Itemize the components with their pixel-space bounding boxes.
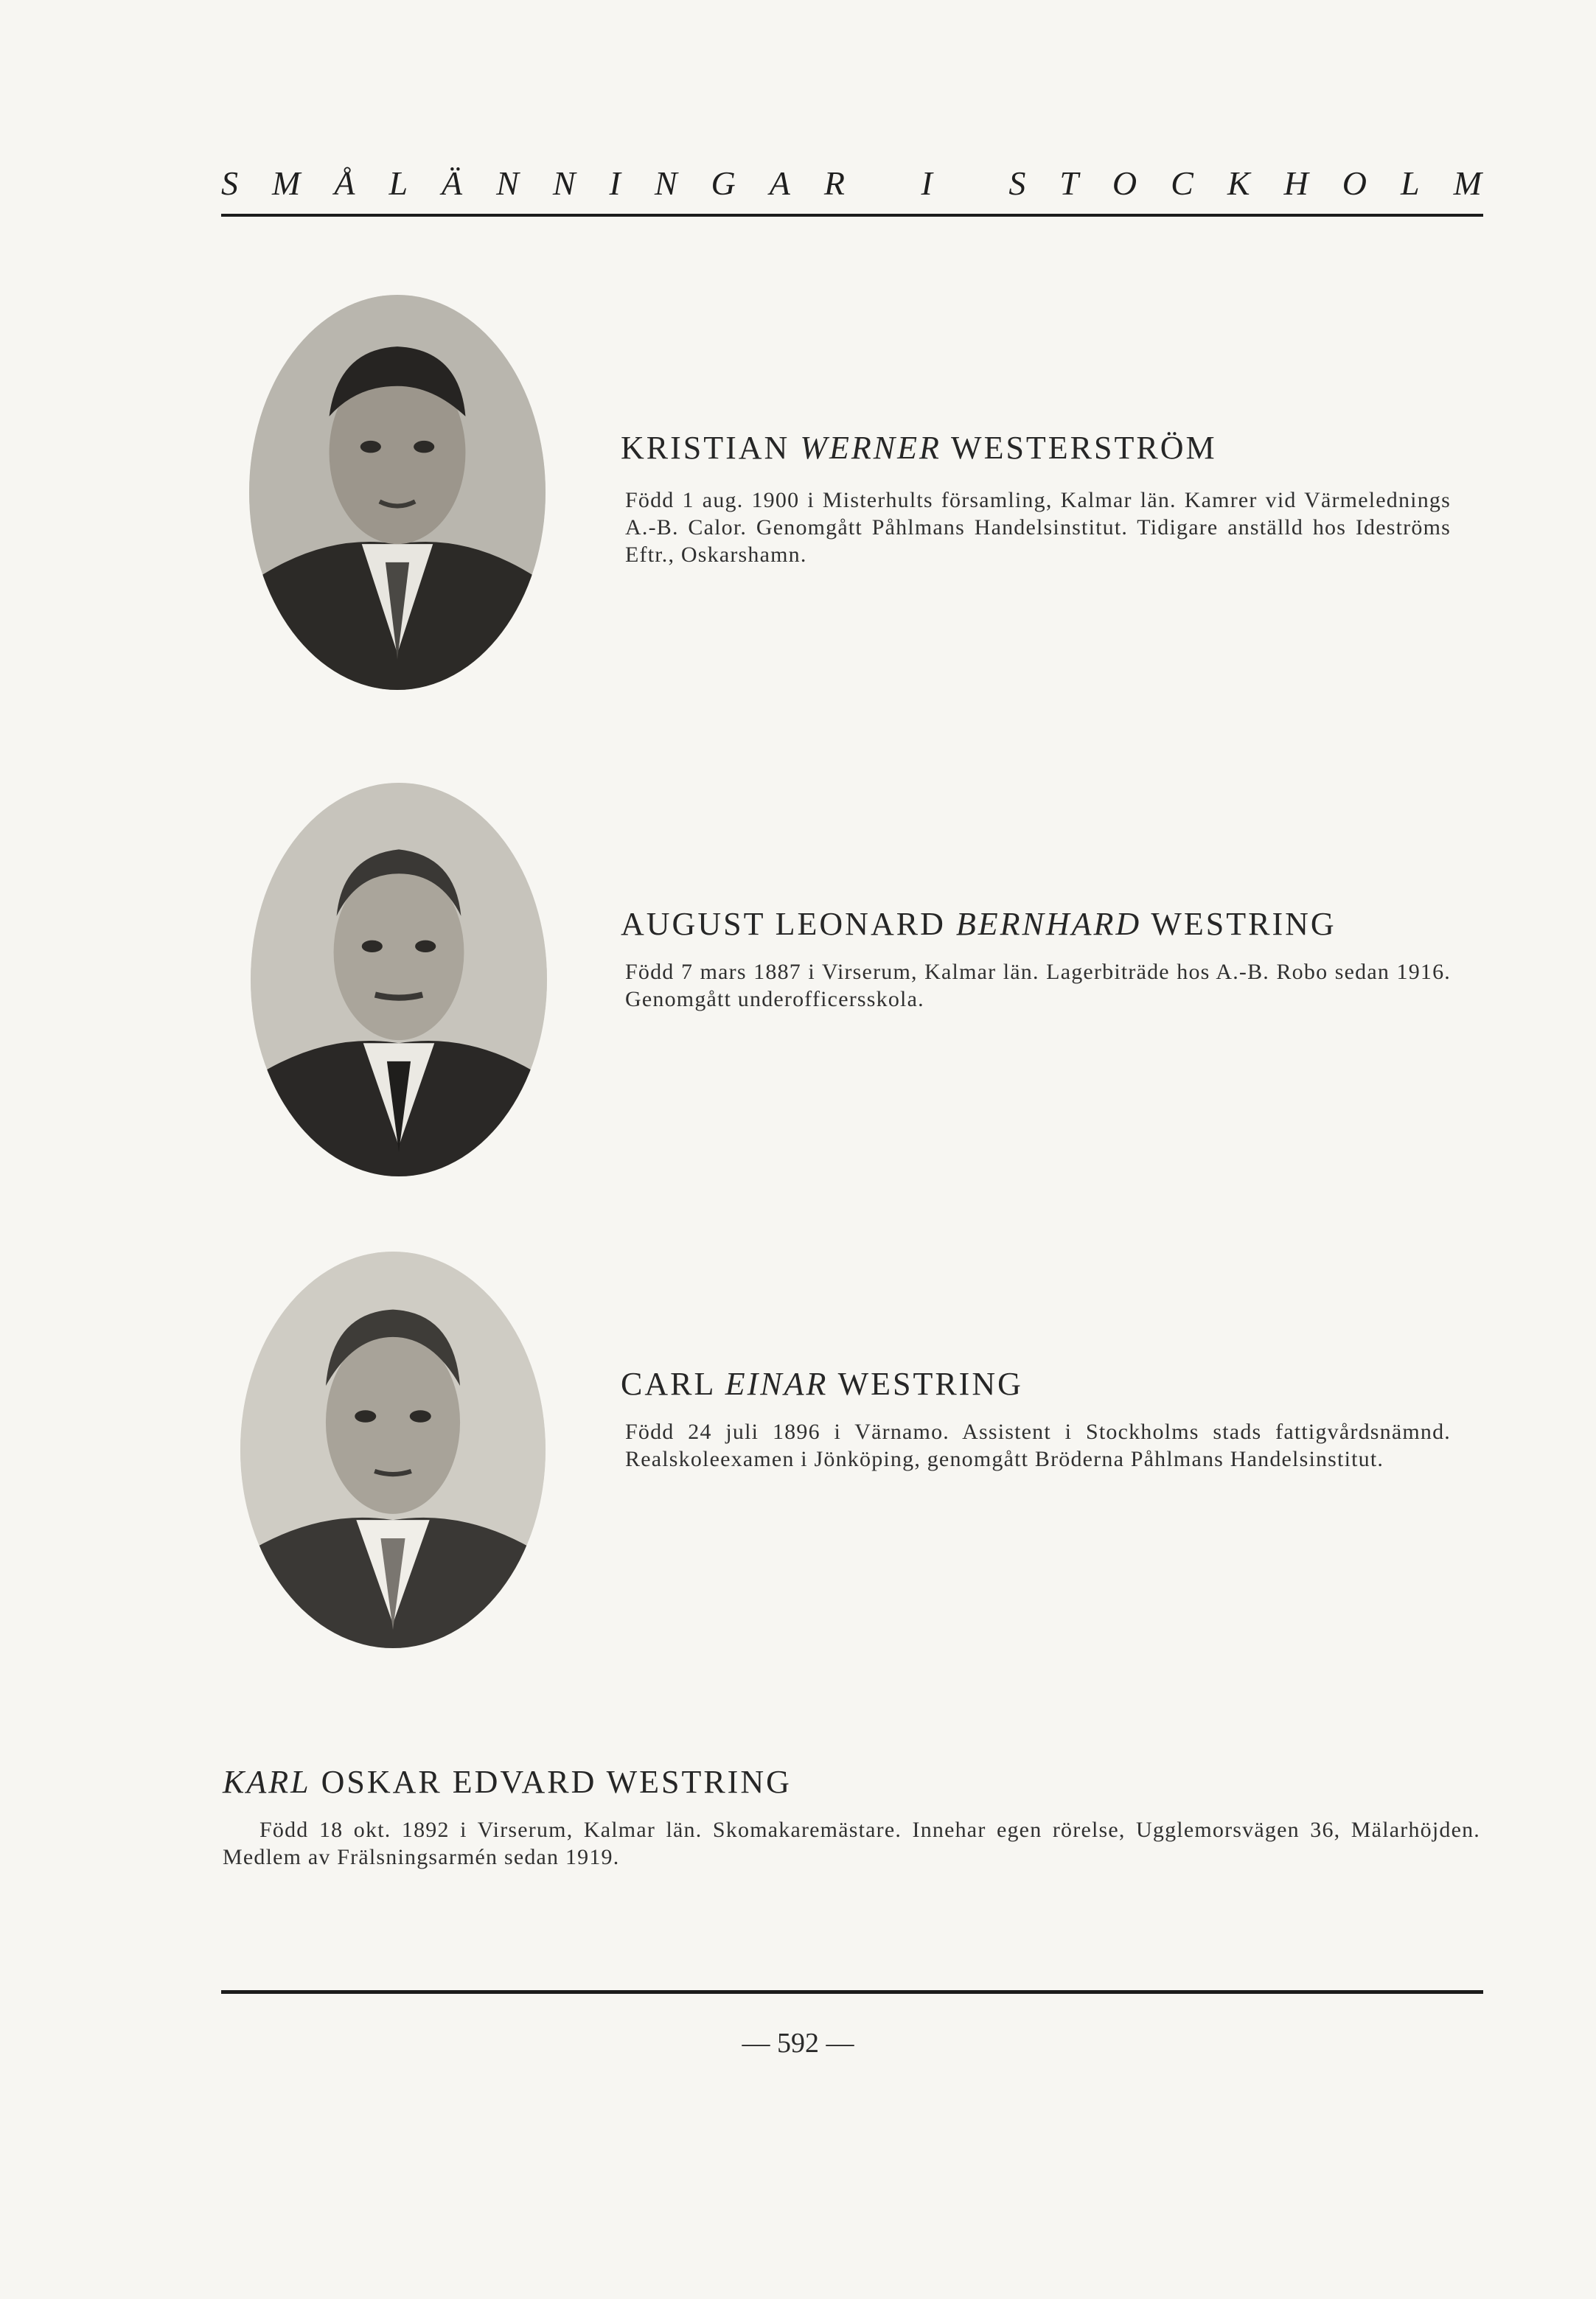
- running-head-letter: L: [388, 164, 408, 202]
- running-head-letter: I: [921, 164, 933, 202]
- entry-description: Född 24 juli 1896 i Värnamo. Assistent i Stockholms stads fattigvårdsnämnd. Realskoleexamen i Jönköping, genomgått Bröderna Påhlmans Handelsinstitut.: [625, 1420, 1451, 1471]
- running-head-letter: N: [654, 164, 677, 202]
- entry-name: KRISTIAN WERNER WESTERSTRÖM: [621, 430, 1217, 466]
- running-head-letter: N: [552, 164, 576, 202]
- portrait-photo-graphic: [251, 783, 547, 1176]
- portrait-photo-graphic: [240, 1252, 546, 1648]
- portrait-photo: [240, 1252, 546, 1648]
- entry-name: CARL EINAR WESTRING: [621, 1366, 1023, 1402]
- running-head-letter: O: [1112, 164, 1137, 202]
- portrait-photo: [249, 295, 546, 690]
- running-head-letter: Å: [334, 164, 355, 202]
- running-head: [221, 164, 1482, 203]
- running-head-letter: G: [711, 164, 736, 202]
- running-head-letter: Ä: [442, 164, 463, 202]
- running-head-letter: K: [1227, 164, 1250, 202]
- portrait-photo: [251, 783, 547, 1176]
- running-head-letter: S: [1008, 164, 1026, 202]
- portrait-photo-graphic: [249, 295, 546, 690]
- running-head-letter: H: [1283, 164, 1308, 202]
- running-head-letter: N: [496, 164, 519, 202]
- entry-description: Född 1 aug. 1900 i Misterhults församling, Kalmar län. Kamrer vid Värmelednings A.-B. Calor. Genomgått Påhlmans Handelsinstitut. Tidigare anställd hos Ideströms Eftr., Oskarshamn.: [625, 488, 1451, 567]
- entry-description: Född 18 okt. 1892 i Virserum, Kalmar län. Skomakaremästare. Innehar egen rörelse, Ugglemorsvägen 36, Mälarhöjden. Medlem av Frälsningsarmén sedan 1919.: [223, 1818, 1480, 1869]
- running-head-letter: A: [769, 164, 790, 202]
- footer-rule: [221, 1990, 1483, 1994]
- running-head-letter: I: [609, 164, 621, 202]
- entry-description: Född 7 mars 1887 i Virserum, Kalmar län. Lagerbiträde hos A.-B. Robo sedan 1916. Genomgått underofficersskola.: [625, 960, 1451, 1011]
- running-head-letter: [879, 164, 888, 203]
- running-head-letter: T: [1059, 164, 1078, 202]
- header-rule: [221, 214, 1483, 217]
- running-head-letter: O: [1342, 164, 1367, 202]
- running-head-letter: R: [823, 164, 845, 202]
- running-head-letter: L: [1400, 164, 1420, 202]
- entry-name: KARL OSKAR EDVARD WESTRING: [223, 1764, 792, 1800]
- running-head-letter: M: [272, 164, 301, 202]
- page-number: — 592 —: [742, 2028, 854, 2059]
- running-head-letter: C: [1171, 164, 1193, 202]
- running-head-letter: [966, 164, 975, 203]
- entry-name: AUGUST LEONARD BERNHARD WESTRING: [621, 906, 1337, 942]
- running-head-letter: S: [221, 164, 238, 202]
- running-head-letter: M: [1453, 164, 1482, 202]
